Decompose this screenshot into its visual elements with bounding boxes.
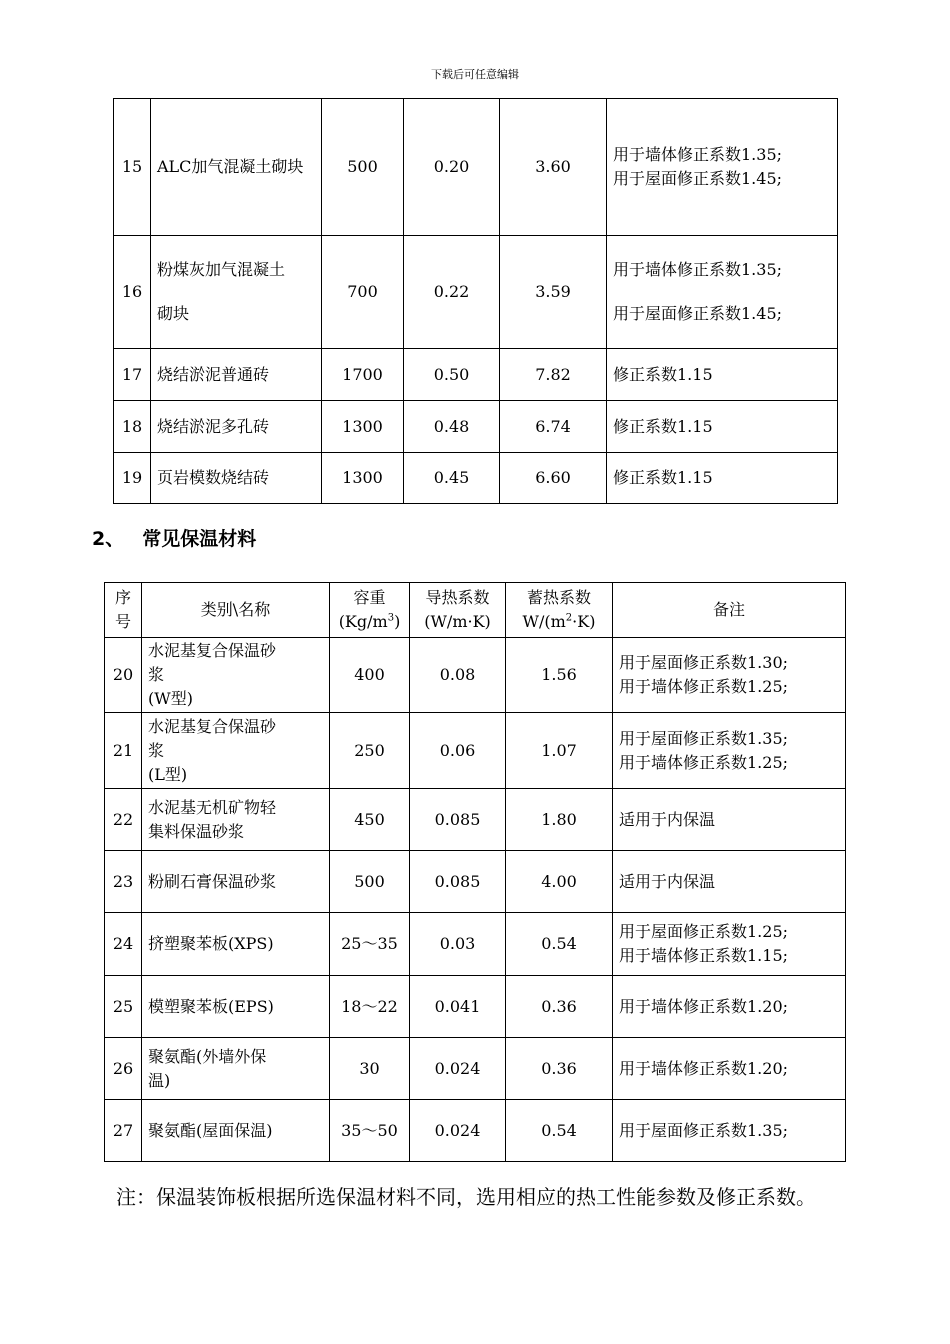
- row-number: 25: [105, 976, 142, 1038]
- row-number: 27: [105, 1100, 142, 1162]
- page-header: 下载后可任意编辑: [431, 68, 519, 81]
- name-line: 温): [148, 1070, 171, 1090]
- name-line: 砌块: [157, 304, 190, 323]
- density-value: 1300: [322, 453, 404, 504]
- remark-line: 用于屋面修正系数1.25;: [619, 922, 789, 941]
- material-name: [142, 638, 330, 713]
- remark: [607, 236, 838, 349]
- row-number: 17: [114, 349, 151, 401]
- remark: 适用于内保温: [613, 851, 846, 913]
- header-text: 号: [114, 612, 131, 631]
- density-value: 400: [330, 638, 410, 713]
- table-row: [105, 1100, 846, 1162]
- remark: 用于屋面修正系数1.35;: [613, 1100, 846, 1162]
- remark: 适用于内保温: [613, 789, 846, 851]
- material-name: 烧结淤泥普通砖: [151, 349, 322, 401]
- header-name: 类别\名称: [142, 583, 330, 638]
- storage-value: 6.60: [500, 453, 607, 504]
- unit-text: (Kg/m: [338, 612, 388, 631]
- conductivity-value: 0.45: [404, 453, 500, 504]
- remark-line: 用于屋面修正系数1.45;: [613, 304, 783, 323]
- remark-line: 用于墙体修正系数1.35;: [613, 260, 783, 279]
- name-line: 聚氨酯(外墙外保: [148, 1046, 267, 1066]
- name-line: 浆: [148, 665, 165, 684]
- remark: [613, 913, 846, 976]
- name-line: (L型): [148, 764, 188, 784]
- material-name: 页岩模数烧结砖: [151, 453, 322, 504]
- name-line: 集料保温砂浆: [148, 821, 245, 841]
- conductivity-value: 0.041: [410, 976, 506, 1038]
- material-table-1: [113, 98, 838, 504]
- header-number: [105, 583, 142, 638]
- remark-line: 用于墙体修正系数1.35;: [613, 145, 783, 164]
- unit-superscript: 3: [387, 612, 395, 624]
- name-line: 粉煤灰加气混凝土: [157, 260, 286, 279]
- header-unit: [512, 610, 606, 634]
- material-name: 聚氨酯(屋面保温): [142, 1100, 330, 1162]
- name-line: 浆: [148, 740, 165, 760]
- conductivity-value: 0.20: [404, 99, 500, 236]
- remark: 修正系数1.15: [607, 401, 838, 453]
- remark: 用于墙体修正系数1.20;: [613, 1038, 846, 1100]
- row-number: 26: [105, 1038, 142, 1100]
- table-row: [105, 976, 846, 1038]
- storage-value: 6.74: [500, 401, 607, 453]
- density-value: 18～22: [330, 976, 410, 1038]
- row-number: 16: [114, 236, 151, 349]
- note-paragraph: 注：保温装饰板根据所选保温材料不同，选用相应的热工性能参数及修正系数。: [116, 1185, 816, 1209]
- storage-value: 1.56: [506, 638, 613, 713]
- header-text: 容重: [353, 588, 386, 607]
- header-text: 序: [114, 588, 131, 607]
- table-row: [114, 453, 838, 504]
- row-number: 20: [105, 638, 142, 713]
- table-row: [105, 851, 846, 913]
- storage-value: 7.82: [500, 349, 607, 401]
- header-unit: [336, 610, 403, 634]
- storage-value: 0.54: [506, 1100, 613, 1162]
- storage-value: 1.07: [506, 713, 613, 789]
- material-name: 挤塑聚苯板(XPS): [142, 913, 330, 976]
- table-row: [114, 349, 838, 401]
- conductivity-value: 0.024: [410, 1100, 506, 1162]
- density-value: 1300: [322, 401, 404, 453]
- table-row: [105, 789, 846, 851]
- conductivity-value: 0.085: [410, 851, 506, 913]
- remark-line: 用于墙体修正系数1.25;: [619, 752, 789, 772]
- density-value: 250: [330, 713, 410, 789]
- remark: 用于墙体修正系数1.20;: [613, 976, 846, 1038]
- density-value: 30: [330, 1038, 410, 1100]
- density-value: 35～50: [330, 1100, 410, 1162]
- header-text: 导热系数: [425, 588, 490, 607]
- row-number: 23: [105, 851, 142, 913]
- unit-text: W/(m: [522, 612, 566, 631]
- row-number: 24: [105, 913, 142, 976]
- table-row: [105, 713, 846, 789]
- table-row: [114, 99, 838, 236]
- table-row: [114, 401, 838, 453]
- material-name: 模塑聚苯板(EPS): [142, 976, 330, 1038]
- material-name: 烧结淤泥多孔砖: [151, 401, 322, 453]
- header-storage: [506, 583, 613, 638]
- row-number: 18: [114, 401, 151, 453]
- table-row: [105, 913, 846, 976]
- remark: [607, 99, 838, 236]
- material-name: [142, 1038, 330, 1100]
- density-value: 1700: [322, 349, 404, 401]
- name-line: 水泥基无机矿物轻: [148, 797, 277, 817]
- density-value: 500: [322, 99, 404, 236]
- remark-line: 用于屋面修正系数1.35;: [619, 728, 789, 748]
- header-remark: 备注: [613, 583, 846, 638]
- table-header-row: [105, 583, 846, 638]
- conductivity-value: 0.48: [404, 401, 500, 453]
- row-number: 19: [114, 453, 151, 504]
- unit-superscript: 2: [565, 612, 573, 624]
- name-line: (W型): [148, 689, 193, 708]
- conductivity-value: 0.085: [410, 789, 506, 851]
- density-value: 700: [322, 236, 404, 349]
- header-text: 蓄热系数: [526, 588, 591, 607]
- storage-value: 4.00: [506, 851, 613, 913]
- storage-value: 3.59: [500, 236, 607, 349]
- storage-value: 0.36: [506, 976, 613, 1038]
- name-line: 水泥基复合保温砂: [148, 641, 277, 660]
- section-number: 2、: [92, 528, 125, 550]
- remark: [613, 638, 846, 713]
- header-density: [330, 583, 410, 638]
- conductivity-value: 0.03: [410, 913, 506, 976]
- header-conductivity: [410, 583, 506, 638]
- density-value: 500: [330, 851, 410, 913]
- storage-value: 3.60: [500, 99, 607, 236]
- storage-value: 0.54: [506, 913, 613, 976]
- unit-text: ): [394, 612, 401, 631]
- conductivity-value: 0.024: [410, 1038, 506, 1100]
- density-value: 25～35: [330, 913, 410, 976]
- row-number: 15: [114, 99, 151, 236]
- storage-value: 0.36: [506, 1038, 613, 1100]
- header-unit: (W/m·K): [424, 612, 491, 631]
- material-name: [151, 236, 322, 349]
- remark: 修正系数1.15: [607, 349, 838, 401]
- section-title: 常见保温材料: [142, 528, 257, 550]
- table-row: [105, 1038, 846, 1100]
- remark: [613, 713, 846, 789]
- material-name: 粉刷石膏保温砂浆: [142, 851, 330, 913]
- density-value: 450: [330, 789, 410, 851]
- conductivity-value: 0.06: [410, 713, 506, 789]
- unit-text: ·K): [572, 612, 596, 631]
- section-heading: [92, 524, 256, 551]
- row-number: 22: [105, 789, 142, 851]
- conductivity-value: 0.50: [404, 349, 500, 401]
- table-row: [114, 236, 838, 349]
- name-line: 水泥基复合保温砂: [148, 716, 277, 736]
- remark-line: 用于墙体修正系数1.25;: [619, 677, 789, 696]
- remark: 修正系数1.15: [607, 453, 838, 504]
- conductivity-value: 0.22: [404, 236, 500, 349]
- remark-line: 用于屋面修正系数1.30;: [619, 653, 789, 672]
- table-row: [105, 638, 846, 713]
- insulation-material-table: [104, 582, 846, 1162]
- conductivity-value: 0.08: [410, 638, 506, 713]
- material-name: [142, 713, 330, 789]
- material-name: [142, 789, 330, 851]
- remark-line: 用于屋面修正系数1.45;: [613, 169, 783, 188]
- storage-value: 1.80: [506, 789, 613, 851]
- row-number: 21: [105, 713, 142, 789]
- remark-line: 用于墙体修正系数1.15;: [619, 946, 789, 965]
- material-name: ALC加气混凝土砌块: [151, 99, 322, 236]
